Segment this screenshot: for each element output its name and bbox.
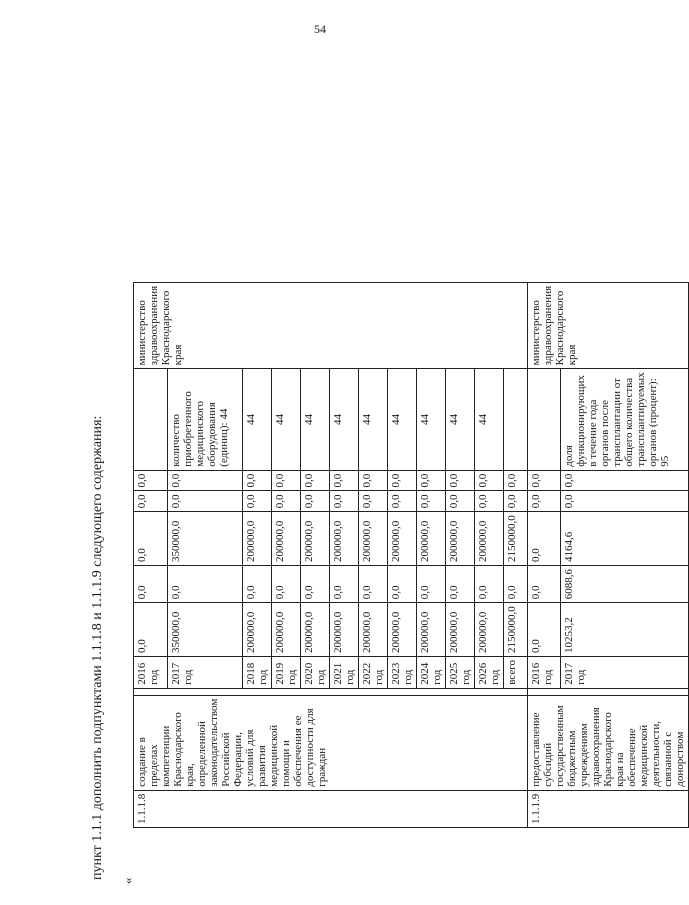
regional-cell: 350000,0 — [168, 512, 243, 566]
regional-cell: 4164,6 — [560, 512, 688, 566]
local-cell: 0,0 — [446, 491, 475, 512]
table-row — [528, 282, 561, 827]
extrabudget-cell: 0,0 — [301, 470, 330, 491]
extrabudget-cell: 0,0 — [475, 470, 504, 491]
year-cell: 2016 год — [528, 656, 561, 688]
local-cell: 0,0 — [560, 491, 688, 512]
local-cell: 0,0 — [417, 491, 446, 512]
regional-cell: 200000,0 — [388, 512, 417, 566]
regional-cell: 200000,0 — [301, 512, 330, 566]
table-row — [134, 282, 168, 827]
federal-cell: 0,0 — [504, 565, 528, 602]
extrabudget-cell: 0,0 — [417, 470, 446, 491]
regional-cell: 200000,0 — [330, 512, 359, 566]
federal-cell: 0,0 — [475, 565, 504, 602]
year-cell: 2025 год — [446, 656, 475, 688]
year-cell: 2017 год — [168, 656, 243, 688]
federal-cell: 0,0 — [446, 565, 475, 602]
total-cell: 200000,0 — [301, 603, 330, 657]
spacer-cell — [528, 688, 689, 695]
total-cell: 200000,0 — [475, 603, 504, 657]
year-cell: 2022 год — [359, 656, 388, 688]
total-cell: 200000,0 — [388, 603, 417, 657]
regional-cell: 200000,0 — [272, 512, 301, 566]
indicator-cell: 44 — [243, 369, 272, 470]
federal-cell: 0,0 — [388, 565, 417, 602]
local-cell: 0,0 — [272, 491, 301, 512]
extrabudget-cell: 0,0 — [560, 470, 688, 491]
local-cell: 0,0 — [243, 491, 272, 512]
item-description: предоставление субсидий государственным бюджетным учреждениям здравоохранения Краснодарского края на обеспечение медицинской деятельности, связанной с донорством — [528, 695, 689, 790]
total-cell: 200000,0 — [417, 603, 446, 657]
indicator-cell: количество приобретенного медицинского оборудования (единиц): 44 — [168, 369, 243, 470]
indicator-cell: 44 — [301, 369, 330, 470]
indicator-cell — [134, 369, 168, 470]
year-cell: 2026 год — [475, 656, 504, 688]
total-cell: 200000,0 — [446, 603, 475, 657]
extrabudget-cell: 0,0 — [272, 470, 301, 491]
local-cell: 0,0 — [134, 491, 168, 512]
federal-cell: 6088,6 — [560, 565, 688, 602]
year-cell: 2021 год — [330, 656, 359, 688]
total-cell: 350000,0 — [168, 603, 243, 657]
federal-cell: 0,0 — [528, 565, 561, 602]
federal-cell: 0,0 — [168, 565, 243, 602]
program-table — [133, 282, 689, 828]
year-cell: 2020 год — [301, 656, 330, 688]
total-cell: 0,0 — [134, 603, 168, 657]
local-cell: 0,0 — [301, 491, 330, 512]
regional-cell: 200000,0 — [417, 512, 446, 566]
indicator-cell: 44 — [330, 369, 359, 470]
federal-cell: 0,0 — [134, 565, 168, 602]
local-cell: 0,0 — [504, 491, 528, 512]
year-cell: всего — [504, 656, 528, 688]
regional-cell: 200000,0 — [446, 512, 475, 566]
extrabudget-cell: 0,0 — [330, 470, 359, 491]
extrabudget-cell: 0,0 — [446, 470, 475, 491]
local-cell: 0,0 — [168, 491, 243, 512]
indicator-cell: 44 — [446, 369, 475, 470]
local-cell: 0,0 — [330, 491, 359, 512]
extrabudget-cell: 0,0 — [359, 470, 388, 491]
spacer-cell — [134, 688, 528, 695]
total-cell: 200000,0 — [359, 603, 388, 657]
indicator-cell: 44 — [417, 369, 446, 470]
year-cell: 2024 год — [417, 656, 446, 688]
indicator-cell: доля функционирующих в течение года органов после трансплантации от общего количества трансплантируемых органов (процент): 95 — [560, 369, 688, 470]
executor-cell: министерство здравоохранения Краснодарского края — [528, 282, 689, 368]
federal-cell: 0,0 — [272, 565, 301, 602]
total-cell: 2150000,0 — [504, 603, 528, 657]
item-code: 1.1.1.9 — [528, 790, 689, 827]
local-cell: 0,0 — [475, 491, 504, 512]
regional-cell: 200000,0 — [475, 512, 504, 566]
total-cell: 10253,2 — [560, 603, 688, 657]
extrabudget-cell: 0,0 — [528, 470, 561, 491]
extrabudget-cell: 0,0 — [168, 470, 243, 491]
executor-cell: министерство здравоохранения Краснодарского края — [134, 282, 528, 368]
year-cell: 2018 год — [243, 656, 272, 688]
year-cell: 2016 год — [134, 656, 168, 688]
local-cell: 0,0 — [528, 491, 561, 512]
table-body — [134, 282, 689, 827]
total-cell: 200000,0 — [330, 603, 359, 657]
local-cell: 0,0 — [388, 491, 417, 512]
federal-cell: 0,0 — [330, 565, 359, 602]
indicator-cell: 44 — [359, 369, 388, 470]
year-cell: 2019 год — [272, 656, 301, 688]
indicator-cell: 44 — [475, 369, 504, 470]
extrabudget-cell: 0,0 — [134, 470, 168, 491]
regional-cell: 0,0 — [134, 512, 168, 566]
total-cell: 0,0 — [528, 603, 561, 657]
year-cell: 2023 год — [388, 656, 417, 688]
item-description: создание в пределах компетенции Краснодарского края, определенной законодательством Российской Федерации, условий для развития медицинской помощи и обеспечения ее доступности для граждан — [134, 695, 528, 790]
indicator-cell — [504, 369, 528, 470]
regional-cell: 200000,0 — [359, 512, 388, 566]
extrabudget-cell: 0,0 — [243, 470, 272, 491]
year-cell: 2017 год — [560, 656, 688, 688]
indicator-cell — [528, 369, 561, 470]
regional-cell: 200000,0 — [243, 512, 272, 566]
extrabudget-cell: 0,0 — [504, 470, 528, 491]
item-code: 1.1.1.8 — [134, 790, 528, 827]
intro-text: пункт 1.1.1 дополнить подпунктами 1.1.1.8 и 1.1.1.9 следующего содержания: — [90, 415, 105, 880]
federal-cell: 0,0 — [359, 565, 388, 602]
page-number: 54 — [314, 22, 326, 36]
total-cell: 200000,0 — [243, 603, 272, 657]
federal-cell: 0,0 — [417, 565, 446, 602]
extrabudget-cell: 0,0 — [388, 470, 417, 491]
regional-cell: 0,0 — [528, 512, 561, 566]
federal-cell: 0,0 — [243, 565, 272, 602]
regional-cell: 2150000,0 — [504, 512, 528, 566]
total-cell: 200000,0 — [272, 603, 301, 657]
federal-cell: 0,0 — [301, 565, 330, 602]
indicator-cell: 44 — [272, 369, 301, 470]
indicator-cell: 44 — [388, 369, 417, 470]
local-cell: 0,0 — [359, 491, 388, 512]
opening-quote: « — [120, 877, 135, 884]
